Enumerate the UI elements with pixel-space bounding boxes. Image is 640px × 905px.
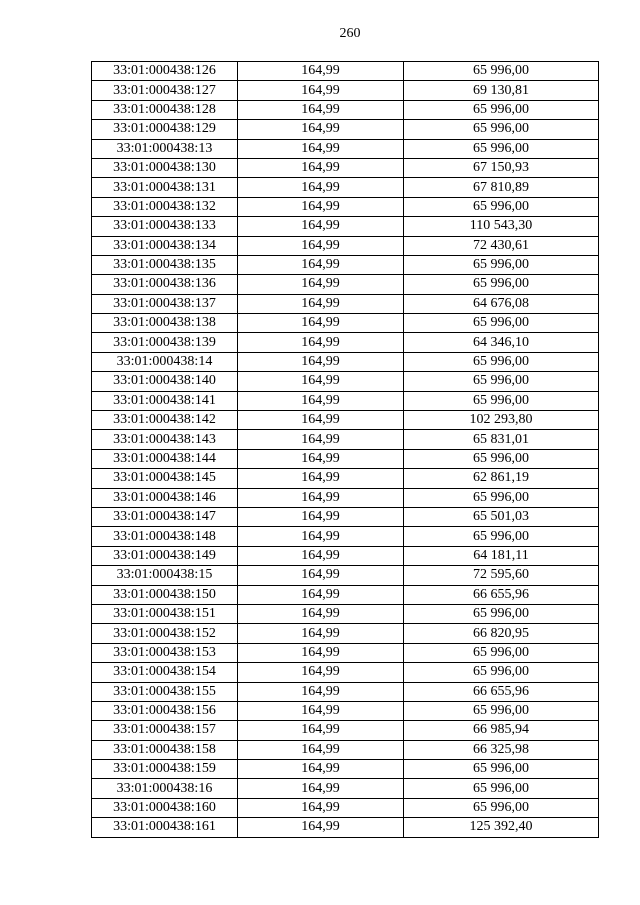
cadastral-number-cell: 33:01:000438:157 xyxy=(92,721,238,740)
table-row xyxy=(92,469,599,488)
cadastral-number-cell: 33:01:000438:149 xyxy=(92,546,238,565)
cadastral-number-cell: 33:01:000438:148 xyxy=(92,527,238,546)
table-row xyxy=(92,81,599,100)
table-row xyxy=(92,643,599,662)
cadastral-number-cell: 33:01:000438:137 xyxy=(92,294,238,313)
area-cell: 164,99 xyxy=(238,100,404,119)
table-row xyxy=(92,255,599,274)
cadastral-number-cell: 33:01:000438:158 xyxy=(92,740,238,759)
table-row xyxy=(92,760,599,779)
cadastral-number-cell: 33:01:000438:145 xyxy=(92,469,238,488)
value-cell: 64 181,11 xyxy=(404,546,599,565)
table-row xyxy=(92,546,599,565)
area-cell: 164,99 xyxy=(238,178,404,197)
value-cell: 65 996,00 xyxy=(404,139,599,158)
area-cell: 164,99 xyxy=(238,139,404,158)
area-cell: 164,99 xyxy=(238,62,404,81)
area-cell: 164,99 xyxy=(238,721,404,740)
cadastral-number-cell: 33:01:000438:139 xyxy=(92,333,238,352)
cadastral-number-cell: 33:01:000438:147 xyxy=(92,507,238,526)
cadastral-number-cell: 33:01:000438:128 xyxy=(92,100,238,119)
table-row xyxy=(92,527,599,546)
table-row xyxy=(92,740,599,759)
cadastral-number-cell: 33:01:000438:160 xyxy=(92,798,238,817)
value-cell: 65 996,00 xyxy=(404,663,599,682)
area-cell: 164,99 xyxy=(238,449,404,468)
table-row xyxy=(92,372,599,391)
area-cell: 164,99 xyxy=(238,430,404,449)
value-cell: 65 996,00 xyxy=(404,643,599,662)
table-row xyxy=(92,701,599,720)
value-cell: 72 595,60 xyxy=(404,566,599,585)
area-cell: 164,99 xyxy=(238,740,404,759)
value-cell: 65 996,00 xyxy=(404,604,599,623)
value-cell: 64 346,10 xyxy=(404,333,599,352)
area-cell: 164,99 xyxy=(238,488,404,507)
table-row xyxy=(92,236,599,255)
area-cell: 164,99 xyxy=(238,294,404,313)
area-cell: 164,99 xyxy=(238,391,404,410)
value-cell: 102 293,80 xyxy=(404,411,599,430)
value-cell: 66 655,96 xyxy=(404,585,599,604)
cadastral-number-cell: 33:01:000438:136 xyxy=(92,275,238,294)
value-cell: 65 996,00 xyxy=(404,275,599,294)
cadastral-number-cell: 33:01:000438:131 xyxy=(92,178,238,197)
table-body xyxy=(92,62,599,838)
value-cell: 65 996,00 xyxy=(404,760,599,779)
area-cell: 164,99 xyxy=(238,507,404,526)
table-row xyxy=(92,507,599,526)
value-cell: 66 655,96 xyxy=(404,682,599,701)
value-cell: 65 831,01 xyxy=(404,430,599,449)
cadastral-number-cell: 33:01:000438:134 xyxy=(92,236,238,255)
area-cell: 164,99 xyxy=(238,197,404,216)
value-cell: 65 996,00 xyxy=(404,62,599,81)
value-cell: 62 861,19 xyxy=(404,469,599,488)
table-row xyxy=(92,624,599,643)
table-row xyxy=(92,818,599,837)
table-row xyxy=(92,275,599,294)
value-cell: 67 810,89 xyxy=(404,178,599,197)
area-cell: 164,99 xyxy=(238,275,404,294)
area-cell: 164,99 xyxy=(238,236,404,255)
area-cell: 164,99 xyxy=(238,255,404,274)
value-cell: 67 150,93 xyxy=(404,158,599,177)
table-row xyxy=(92,178,599,197)
cadastral-number-cell: 33:01:000438:150 xyxy=(92,585,238,604)
cadastral-number-cell: 33:01:000438:143 xyxy=(92,430,238,449)
cadastral-number-cell: 33:01:000438:151 xyxy=(92,604,238,623)
value-cell: 65 996,00 xyxy=(404,488,599,507)
value-cell: 65 996,00 xyxy=(404,352,599,371)
cadastral-number-cell: 33:01:000438:152 xyxy=(92,624,238,643)
value-cell: 65 996,00 xyxy=(404,701,599,720)
cadastral-number-cell: 33:01:000438:146 xyxy=(92,488,238,507)
value-cell: 64 676,08 xyxy=(404,294,599,313)
cadastral-number-cell: 33:01:000438:156 xyxy=(92,701,238,720)
cadastral-number-cell: 33:01:000438:153 xyxy=(92,643,238,662)
value-cell: 69 130,81 xyxy=(404,81,599,100)
table-row xyxy=(92,682,599,701)
cadastral-number-cell: 33:01:000438:126 xyxy=(92,62,238,81)
cadastral-number-cell: 33:01:000438:141 xyxy=(92,391,238,410)
value-cell: 65 996,00 xyxy=(404,100,599,119)
value-cell: 65 996,00 xyxy=(404,527,599,546)
cadastral-number-cell: 33:01:000438:135 xyxy=(92,255,238,274)
table-row xyxy=(92,100,599,119)
table-row xyxy=(92,798,599,817)
table-row xyxy=(92,158,599,177)
area-cell: 164,99 xyxy=(238,158,404,177)
cadastral-number-cell: 33:01:000438:161 xyxy=(92,818,238,837)
area-cell: 164,99 xyxy=(238,818,404,837)
table-row xyxy=(92,488,599,507)
cadastral-number-cell: 33:01:000438:138 xyxy=(92,314,238,333)
area-cell: 164,99 xyxy=(238,217,404,236)
cadastral-number-cell: 33:01:000438:16 xyxy=(92,779,238,798)
value-cell: 66 985,94 xyxy=(404,721,599,740)
cadastral-number-cell: 33:01:000438:129 xyxy=(92,120,238,139)
value-cell: 65 996,00 xyxy=(404,391,599,410)
area-cell: 164,99 xyxy=(238,798,404,817)
area-cell: 164,99 xyxy=(238,546,404,565)
table-row xyxy=(92,663,599,682)
table-row xyxy=(92,197,599,216)
cadastral-number-cell: 33:01:000438:142 xyxy=(92,411,238,430)
table-row xyxy=(92,585,599,604)
table-row xyxy=(92,779,599,798)
value-cell: 65 996,00 xyxy=(404,197,599,216)
table-row xyxy=(92,352,599,371)
value-cell: 65 996,00 xyxy=(404,372,599,391)
cadastral-number-cell: 33:01:000438:155 xyxy=(92,682,238,701)
value-cell: 65 996,00 xyxy=(404,255,599,274)
area-cell: 164,99 xyxy=(238,314,404,333)
cadastral-number-cell: 33:01:000438:130 xyxy=(92,158,238,177)
area-cell: 164,99 xyxy=(238,411,404,430)
table-row xyxy=(92,62,599,81)
cadastral-number-cell: 33:01:000438:13 xyxy=(92,139,238,158)
area-cell: 164,99 xyxy=(238,643,404,662)
cadastral-value-table xyxy=(91,61,599,838)
value-cell: 72 430,61 xyxy=(404,236,599,255)
table-row xyxy=(92,566,599,585)
cadastral-number-cell: 33:01:000438:159 xyxy=(92,760,238,779)
value-cell: 66 820,95 xyxy=(404,624,599,643)
value-cell: 66 325,98 xyxy=(404,740,599,759)
value-cell: 65 996,00 xyxy=(404,314,599,333)
area-cell: 164,99 xyxy=(238,372,404,391)
table-row xyxy=(92,120,599,139)
cadastral-number-cell: 33:01:000438:140 xyxy=(92,372,238,391)
table-row xyxy=(92,430,599,449)
cadastral-number-cell: 33:01:000438:133 xyxy=(92,217,238,236)
area-cell: 164,99 xyxy=(238,779,404,798)
table-row xyxy=(92,333,599,352)
area-cell: 164,99 xyxy=(238,352,404,371)
value-cell: 65 996,00 xyxy=(404,120,599,139)
value-cell: 125 392,40 xyxy=(404,818,599,837)
area-cell: 164,99 xyxy=(238,333,404,352)
area-cell: 164,99 xyxy=(238,566,404,585)
value-cell: 65 501,03 xyxy=(404,507,599,526)
cadastral-number-cell: 33:01:000438:14 xyxy=(92,352,238,371)
table-row xyxy=(92,391,599,410)
value-cell: 65 996,00 xyxy=(404,449,599,468)
value-cell: 110 543,30 xyxy=(404,217,599,236)
page-number: 260 xyxy=(339,26,361,41)
area-cell: 164,99 xyxy=(238,469,404,488)
table-row xyxy=(92,604,599,623)
area-cell: 164,99 xyxy=(238,604,404,623)
table-row xyxy=(92,139,599,158)
area-cell: 164,99 xyxy=(238,663,404,682)
area-cell: 164,99 xyxy=(238,682,404,701)
cadastral-number-cell: 33:01:000438:15 xyxy=(92,566,238,585)
table-row xyxy=(92,217,599,236)
cadastral-number-cell: 33:01:000438:132 xyxy=(92,197,238,216)
area-cell: 164,99 xyxy=(238,624,404,643)
area-cell: 164,99 xyxy=(238,585,404,604)
area-cell: 164,99 xyxy=(238,760,404,779)
area-cell: 164,99 xyxy=(238,81,404,100)
cadastral-number-cell: 33:01:000438:144 xyxy=(92,449,238,468)
table-row xyxy=(92,294,599,313)
value-cell: 65 996,00 xyxy=(404,798,599,817)
cadastral-number-cell: 33:01:000438:127 xyxy=(92,81,238,100)
area-cell: 164,99 xyxy=(238,120,404,139)
table-row xyxy=(92,411,599,430)
area-cell: 164,99 xyxy=(238,701,404,720)
area-cell: 164,99 xyxy=(238,527,404,546)
table-row xyxy=(92,314,599,333)
cadastral-number-cell: 33:01:000438:154 xyxy=(92,663,238,682)
table-row xyxy=(92,449,599,468)
value-cell: 65 996,00 xyxy=(404,779,599,798)
table-row xyxy=(92,721,599,740)
